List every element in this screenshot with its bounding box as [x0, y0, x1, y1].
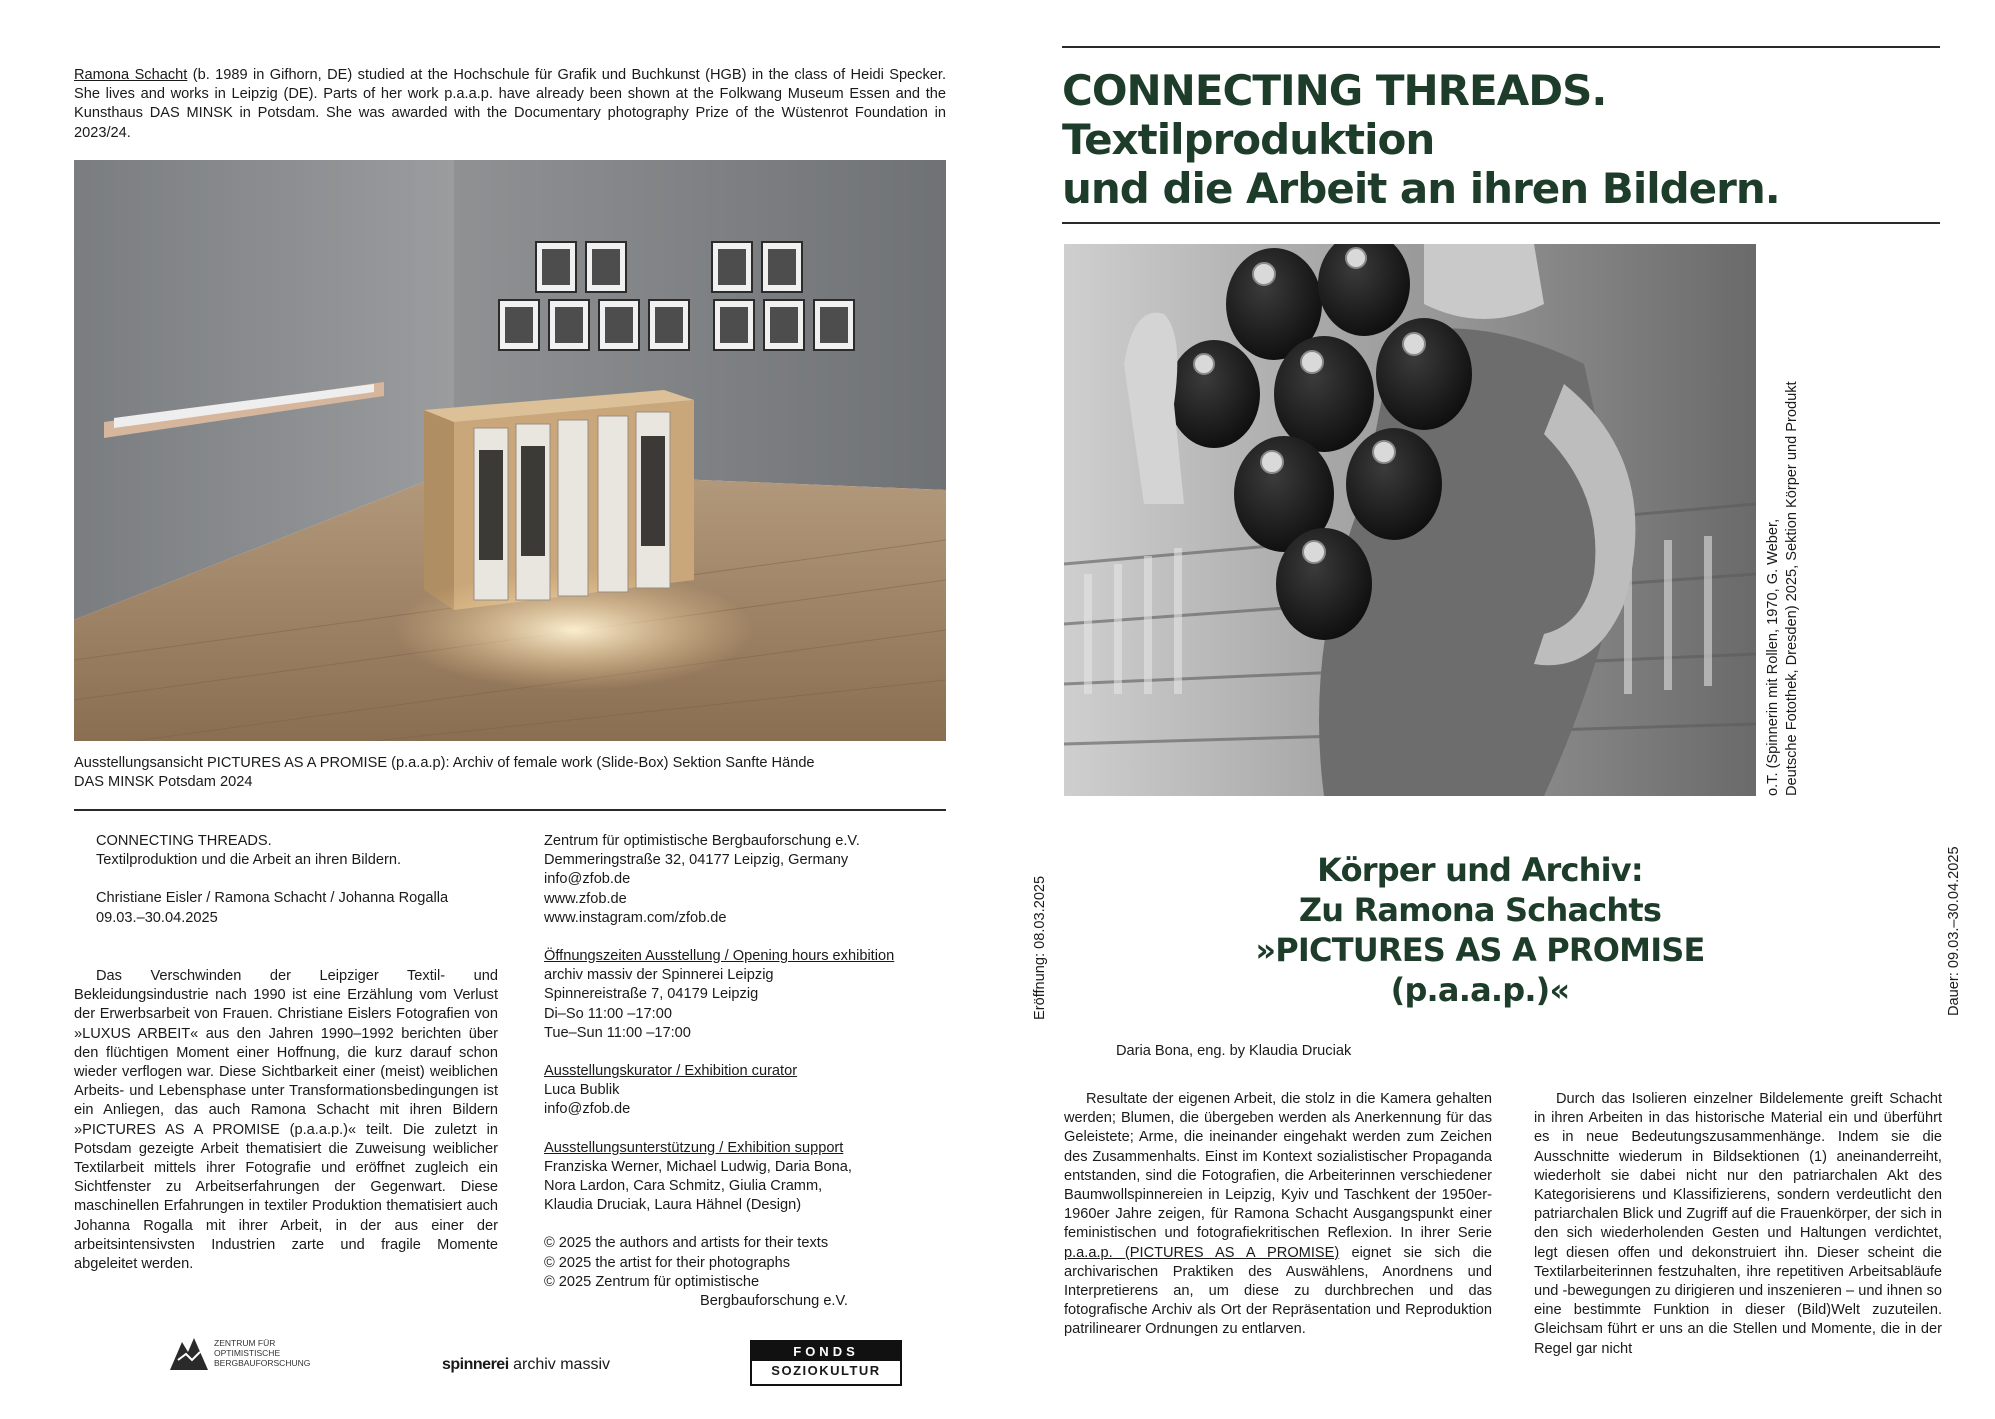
installation-caption-line2: DAS MINSK Potsdam 2024: [74, 774, 253, 790]
essay-column-2: Durch das Isolieren einzelner Bildelemente greift Schacht in ihren Arbeiten in das historische Material ein und überführt es in neue Bedeutungszusammenhänge. Indem sie die Ausschnitte wiederum in Bildsektionen (1) aneinanderreiht, wiederholt sie dabei nicht nur den patriarchalen Akt des Kategorisierens und Klassifizierens, sondern verdeutlicht den patriarchalen Blick und Zugriff auf die Frauenkörper, der sich in den sich wiederholenden Gesten und Haltungen verdichtet, legt diesen offen und dekonstruiert ihn. Dieser scheint die Textilarbeiterinnen festzuhalten, ihre repetitiven Arbeitsabläufe und -bewegungen zu dirigieren und inszenieren – und ihnen so eine bestimmte Funktion in dieser (Bild)Welt zuzuteilen. Gleichsam führt er uns an die Stellen und Momente, die in der Regel gar nicht: [1534, 1091, 1942, 1357]
colophon-dates: 09.03.–30.04.2025: [96, 909, 218, 926]
artist-bio-text: (b. 1989 in Gifhorn, DE) studied at the Hochschule für Grafik und Buchkunst (HGB) in the class of Heidi Specker. She lives and works in Leipzig (DE). Parts of her work p.a.a.p. have already been shown at the Folkwang Museum Essen and the Kunsthaus DAS MINSK in Potsdam. She was awarded with the Documentary photography Prize of the Wüstenrot Foundation in 2023/24.: [74, 67, 946, 141]
colophon: [96, 832, 496, 928]
artist-bio: [74, 66, 946, 143]
support-line2: Nora Lardon, Cara Schmitz, Giulia Cramm,: [544, 1178, 823, 1195]
colophon-title: CONNECTING THREADS.: [96, 833, 272, 849]
photo-caption-vertical: [1764, 334, 1802, 796]
essay-col1-part-a: Resultate der eigenen Arbeit, die stolz in die Kamera gehalten werden; Blumen, die übergeben werden als Anerkennung für das Geleistete; Arme, die ineinander eingehakt werden zum Zeichen des Zusammenhalts. Einst im Kontext sozialistischer Propaganda entstanden, sind die Fotografien, die Arbeiterinnen verschiedener Baumwollspinnereien in Leipzig, Kyiv und Taschkent der 1950er-1960er Jahre zeigen, für Ramona Schacht Ausgangspunkt einer feministischen und fotografiekritischen Reflexion. In ihrer Serie: [1064, 1091, 1492, 1242]
support-line3: Klaudia Druciak, Laura Hähnel (Design): [544, 1197, 802, 1214]
installation-caption: [74, 754, 946, 792]
spinner-worker-photo: [1064, 244, 1756, 796]
support-line1: Franziska Werner, Michael Ludwig, Daria Bona,: [544, 1158, 852, 1175]
archiv-massiv-wordmark: archiv massiv: [513, 1356, 610, 1373]
zfob-logo-line3: BERGBAUFORSCHUNG: [214, 1358, 311, 1368]
org-name: Zentrum für optimistische Bergbauforschung e.V.: [544, 833, 860, 849]
hours-de: Di–So 11:00 –17:00: [544, 1005, 672, 1022]
installation-caption-line1: Ausstellungsansicht PICTURES AS A PROMISE (p.a.a.p): Archiv of female work (Slide-Box) Sektion Sanfte Hände: [74, 755, 815, 771]
essay-column-1: [1064, 1090, 1492, 1340]
org-address: Demmeringstraße 32, 04177 Leipzig, Germany: [544, 852, 849, 869]
essay-byline: Daria Bona, eng. by Klaudia Druciak: [1116, 1043, 1352, 1059]
zfob-mountain-icon: [166, 1330, 212, 1376]
colophon-subtitle: Textilproduktion und die Arbeit an ihren Bildern.: [96, 852, 402, 869]
curator-email-link[interactable]: info@zfob.de: [544, 1101, 631, 1118]
spinnerei-logo: [442, 1356, 622, 1374]
opening-date-vertical: [1030, 840, 1050, 1020]
venue-address: Spinnereistraße 7, 04179 Leipzig: [544, 986, 759, 1003]
org-instagram-link[interactable]: www.instagram.com/zfob.de: [544, 909, 727, 926]
copyright-line3: © 2025 Zentrum für optimistische: [544, 1273, 760, 1290]
title-rule-top: [1062, 46, 1940, 48]
title-rule-bottom: [1062, 222, 1940, 224]
duration-vertical: [1944, 836, 1964, 1016]
fonds-soziokultur-logo: [750, 1340, 902, 1386]
hours-heading: Öffnungszeiten Ausstellung / Opening hours exhibition: [544, 948, 895, 965]
fonds-label: FONDS: [752, 1342, 900, 1361]
photo-caption-line1: o.T. (Spinnerin mit Rollen, 1970, G. Weber,: [1765, 518, 1781, 796]
opening-date: Eröffnung: 08.03.2025: [1032, 875, 1048, 1020]
support-heading: Ausstellungsunterstützung / Exhibition support: [544, 1139, 844, 1156]
hours-en: Tue–Sun 11:00 –17:00: [544, 1024, 691, 1041]
essay-left: Das Verschwinden der Leipziger Textil- und Bekleidungsindustrie nach 1990 ist eine Erzählung vom Verlust der Erwerbsarbeit von Frauen. Christiane Eislers Fotografien von »LUXUS ARBEIT« aus den Jahren 1990–1992 berichten über den flüchtigen Moment einer Hoffnung, die kurz darauf schon wieder verflogen war. Diese Sichtbarkeit einer (meist) weiblichen Arbeits- und Lebensphase unter Transformationsbedingungen ist ein Anliegen, das auch Ramona Schacht mit ihren Bildern »PICTURES AS A PROMISE (p.a.a.p.)« teilt. Die zuletzt in Potsdam gezeigte Arbeit thematisiert die Zuweisung weiblicher Textilarbeit mittels ihrer Fotografie und eröffnet zugleich ein Sichtfenster zu Arbeitserfahrungen der Gegenwart. Diese maschinellen Erfahrungen in textiler Produktion thematisiert auch Johanna Rogalla mit ihrer Arbeit, in der aus einer der arbeitsintensivsten Industrien zarte und fragile Momente abgeleitet werden.: [74, 968, 498, 1273]
page-title: [1062, 66, 1942, 213]
zfob-logo-line1: ZENTRUM FÜR: [214, 1338, 276, 1348]
copyright-line1: © 2025 the authors and artists for their texts: [544, 1235, 829, 1252]
copyright-line4: Bergbauforschung e.V.: [700, 1293, 848, 1310]
essay-title: [1140, 850, 1820, 1010]
curator-heading: Ausstellungskurator / Exhibition curator: [544, 1063, 798, 1080]
exhibition-info: [544, 832, 944, 1311]
paap-link[interactable]: p.a.a.p. (PICTURES AS A PROMISE): [1064, 1244, 1340, 1261]
spinnerei-wordmark: spinnerei: [442, 1356, 509, 1373]
essay-title-line1: Körper und Archiv:: [1317, 851, 1643, 889]
soziokultur-label: SOZIOKULTUR: [771, 1363, 881, 1378]
title-line1: CONNECTING THREADS.: [1062, 66, 1607, 115]
org-web-link[interactable]: www.zfob.de: [544, 890, 627, 907]
photo-caption-line2: Deutsche Fotothek, Dresden) 2025, Sektion Körper und Produkt: [1784, 381, 1800, 796]
title-line3: und die Arbeit an ihren Bildern.: [1062, 164, 1780, 213]
essay-col1-part-b: eignet sie sich die archivarischen Praktiken des Auswählens, Anordnens und Interpretierens an, um diese zu durchbrechen und das fotografische Archiv als Ort der Repräsentation und Reproduktion patrilinearer Ordnungen zu entlarven.: [1064, 1244, 1492, 1338]
essay-title-line4: (p.a.a.p.)«: [1390, 971, 1570, 1009]
colophon-artists: Christiane Eisler / Ramona Schacht / Johanna Rogalla: [96, 890, 449, 907]
copyright-line2: © 2025 the artist for their photographs: [544, 1254, 791, 1271]
essay-title-line2: Zu Ramona Schachts: [1298, 891, 1662, 929]
duration-date: Dauer: 09.03.–30.04.2025: [1946, 846, 1962, 1016]
artist-name-link[interactable]: Ramona Schacht: [74, 67, 188, 83]
curator-name: Luca Bublik: [544, 1082, 620, 1099]
org-email-link[interactable]: info@zfob.de: [544, 871, 631, 888]
title-line2: Textilproduktion: [1062, 115, 1435, 164]
zfob-logo-line2: OPTIMISTISCHE: [214, 1348, 281, 1358]
installation-view-photo: [74, 160, 946, 741]
venue-name: archiv massiv der Spinnerei Leipzig: [544, 967, 774, 984]
divider-left: [74, 809, 946, 811]
zfob-logo: [166, 1330, 326, 1376]
essay-title-line3: »PICTURES AS A PROMISE: [1255, 931, 1705, 969]
